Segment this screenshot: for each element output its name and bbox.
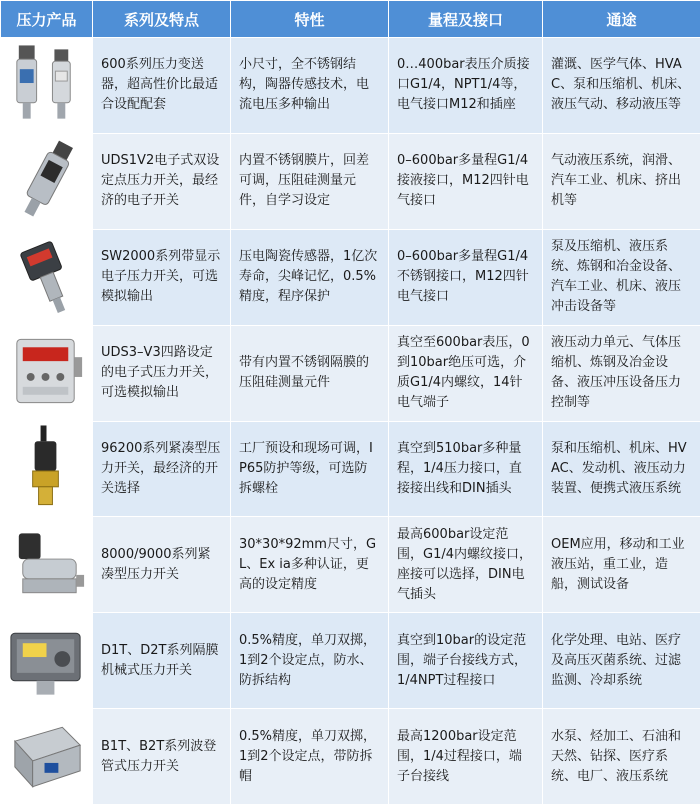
table-row <box>1 421 700 517</box>
series-cell: 8000/9000系列紧凑型压力开关 <box>93 517 231 613</box>
bourdon-switch-icon <box>1 711 92 803</box>
range-cell: 0…400bar表压介质接口G1/4，NPT1/4等，电气接口M12和插座 <box>389 38 543 134</box>
usage-cell: OEM应用，移动和工业液压站，重工业，造船，测试设备 <box>543 517 700 613</box>
product-image <box>1 325 93 421</box>
usage-cell: 化学处理、电站、医疗及高压灭菌系统、过滤监测、冷却系统 <box>543 613 700 709</box>
range-cell: 最高1200bar设定范围，1/4过程接口，端子台接线 <box>389 709 543 805</box>
usage-cell: 水泵、烃加工、石油和天然、钻探、医疗系统、电厂、液压系统 <box>543 709 700 805</box>
features-cell: 工厂预设和现场可调，IP65防护等级，可选防拆螺栓 <box>231 421 389 517</box>
compact-switch-icon <box>1 423 92 515</box>
diaphragm-switch-icon <box>1 615 92 707</box>
usage-cell: 液压动力单元、气体压缩机、炼钢及冶金设备、液压冲压设备压力控制等 <box>543 325 700 421</box>
series-cell: D1T、D2T系列隔膜机械式压力开关 <box>93 613 231 709</box>
features-cell: 0.5%精度，单刀双掷，1到2个设定点，带防拆帽 <box>231 709 389 805</box>
table-row <box>1 613 700 709</box>
table-row <box>1 133 700 229</box>
product-image <box>1 709 93 805</box>
header-features: 特性 <box>231 1 389 38</box>
table-row <box>1 38 700 134</box>
range-cell: 真空到510bar多种量程，1/4压力接口，直接接出线和DIN插头 <box>389 421 543 517</box>
product-image <box>1 133 93 229</box>
range-cell: 真空至600bar表压，0到10bar绝压可选，介质G1/4内螺纹，14针电气端子 <box>389 325 543 421</box>
header-range: 量程及接口 <box>389 1 543 38</box>
header-series: 系列及特点 <box>93 1 231 38</box>
electronic-switch-icon <box>1 135 92 227</box>
table-row <box>1 325 700 421</box>
product-image <box>1 229 93 325</box>
range-cell: 真空到10bar的设定范围，端子台接线方式，1/4NPT过程接口 <box>389 613 543 709</box>
header-row <box>1 1 700 38</box>
range-cell: 0–600bar多量程G1/4接液接口，M12四针电气接口 <box>389 133 543 229</box>
usage-cell: 泵及压缩机、液压系统、炼钢和冶金设备、汽车工业、机床、液压冲击设备等 <box>543 229 700 325</box>
transmitter-pair-icon <box>1 39 92 131</box>
features-cell: 带有内置不锈钢隔膜的压阻硅测量元件 <box>231 325 389 421</box>
features-cell: 小尺寸，全不锈钢结构，陶器传感技术，电流电压多种输出 <box>231 38 389 134</box>
range-cell: 0–600bar多量程G1/4不锈钢接口，M12四针电气接口 <box>389 229 543 325</box>
features-cell: 30*30*92mm尺寸，GL、Ex ia多种认证，更高的设定精度 <box>231 517 389 613</box>
table-row <box>1 517 700 613</box>
table-row <box>1 229 700 325</box>
series-cell: UDS3–V3四路设定的电子式压力开关，可选模拟输出 <box>93 325 231 421</box>
series-cell: 600系列压力变送器，超高性价比最适合设配配套 <box>93 38 231 134</box>
product-image <box>1 38 93 134</box>
series-cell: UDS1V2电子式双设定点压力开关，最经济的电子开关 <box>93 133 231 229</box>
usage-cell: 泵和压缩机、机床、HVAC、发动机、液压动力装置、便携式液压系统 <box>543 421 700 517</box>
display-switch-icon <box>1 231 92 323</box>
table-row <box>1 709 700 805</box>
features-cell: 0.5%精度，单刀双掷，1到2个设定点，防水、防拆结构 <box>231 613 389 709</box>
header-product: 压力产品 <box>1 1 93 38</box>
features-cell: 压电陶瓷传感器，1亿次寿命，尖峰记忆，0.5%精度，程序保护 <box>231 229 389 325</box>
product-image <box>1 613 93 709</box>
series-cell: B1T、B2T系列波登管式压力开关 <box>93 709 231 805</box>
features-cell: 内置不锈钢膜片，回差可调，压阻硅测量元件，自学习设定 <box>231 133 389 229</box>
four-point-switch-icon <box>1 327 92 419</box>
header-usage: 通途 <box>543 1 700 38</box>
series-cell: 96200系列紧凑型压力开关，最经济的开关选择 <box>93 421 231 517</box>
product-image <box>1 421 93 517</box>
product-image <box>1 517 93 613</box>
range-cell: 最高600bar设定范围，G1/4内螺纹接口，座接可以选择，DIN电气插头 <box>389 517 543 613</box>
usage-cell: 灌溉、医学气体、HVAC、泵和压缩机、机床、液压气动、移动液压等 <box>543 38 700 134</box>
series-cell: SW2000系列带显示电子压力开关，可选模拟输出 <box>93 229 231 325</box>
din-switch-icon <box>1 519 92 611</box>
usage-cell: 气动液压系统，润滑、汽车工业、机床、挤出机等 <box>543 133 700 229</box>
